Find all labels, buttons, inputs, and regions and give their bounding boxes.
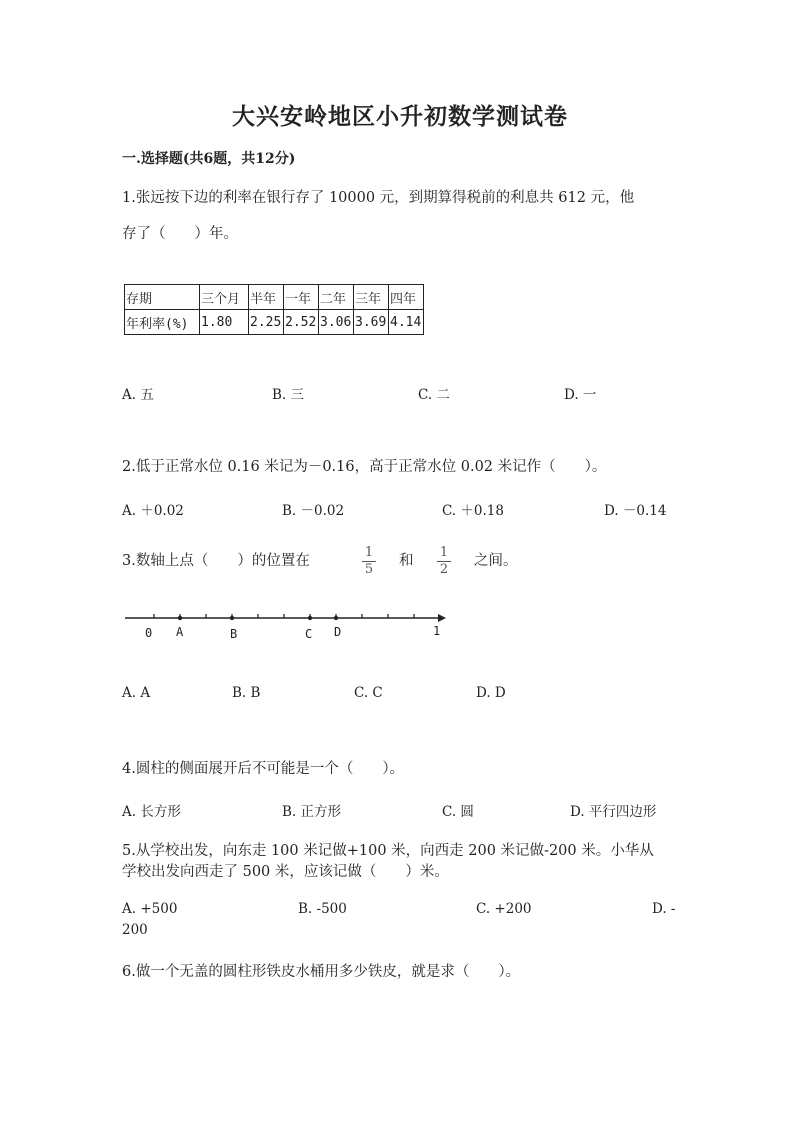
fraction-one-half (437, 546, 451, 577)
q5-option-b[interactable]: B. -500 (298, 901, 347, 917)
axis-label-one: 1 (433, 624, 441, 638)
q3-option-a[interactable]: A. A (122, 685, 151, 701)
q5-option-d[interactable]: D. - (652, 901, 676, 917)
fraction-denominator: 2 (439, 562, 449, 577)
q4-option-a[interactable]: A. 长方形 (122, 804, 181, 820)
fraction-numerator: 1 (439, 545, 449, 560)
table-cell: 三个月 (200, 285, 249, 310)
q3-option-c[interactable]: C. C (354, 685, 383, 701)
axis-label-a: A (176, 625, 184, 639)
table-cell: 四年 (389, 285, 424, 310)
question-1-line-2: 存了（ ）年。 (122, 226, 238, 242)
q3-option-d[interactable]: D. D (476, 685, 506, 701)
question-6: 6.做一个无盖的圆柱形铁皮水桶用多少铁皮，就是求（ ）。 (122, 964, 521, 980)
q2-option-a[interactable]: A. ＋0.02 (122, 503, 184, 519)
q2-option-d[interactable]: D. －0.14 (604, 503, 667, 519)
table-cell: 4.14 (389, 310, 424, 335)
q4-option-c[interactable]: C. 圆 (442, 804, 474, 820)
q2-option-c[interactable]: C. ＋0.18 (442, 503, 504, 519)
number-line-arrow (438, 614, 446, 622)
axis-label-c: C (305, 627, 313, 641)
point-b-marker (230, 616, 234, 620)
question-3-prefix: 3.数轴上点（ ）的位置在 (122, 553, 310, 569)
table-cell: 3.69 (354, 310, 389, 335)
table-cell: 一年 (284, 285, 319, 310)
question-5-line-1: 5.从学校出发，向东走 100 米记做+100 米，向西走 200 米记做-200 米。小华从 (122, 843, 654, 859)
axis-label-d: D (334, 625, 342, 639)
q1-option-c[interactable]: C. 二 (418, 387, 450, 403)
q5-option-c[interactable]: C. +200 (476, 901, 532, 917)
q1-option-d[interactable]: D. 一 (564, 387, 597, 403)
question-1-line-1: 1.张远按下边的利率在银行存了 10000 元，到期算得税前的利息共 612 元，他 (122, 190, 635, 206)
page-title: 大兴安岭地区小升初数学测试卷 (232, 103, 568, 130)
q1-option-a[interactable]: A. 五 (122, 387, 154, 403)
q5-option-d-wrap: 200 (122, 922, 148, 938)
table-cell: 1.80 (200, 310, 249, 335)
point-a-marker (178, 616, 182, 620)
point-c-marker (308, 616, 312, 620)
number-line (120, 605, 450, 635)
question-3-and: 和 (399, 553, 414, 569)
q3-option-b[interactable]: B. B (232, 685, 261, 701)
table-row (125, 285, 424, 310)
table-cell: 半年 (249, 285, 284, 310)
table-cell: 3.06 (319, 310, 354, 335)
table-cell: 存期 (125, 285, 200, 310)
table-cell: 二年 (319, 285, 354, 310)
q5-option-a[interactable]: A. +500 (122, 901, 178, 917)
table-cell: 年利率(%) (125, 310, 200, 335)
question-2: 2.低于正常水位 0.16 米记为－0.16，高于正常水位 0.02 米记作（ ）。 (122, 459, 607, 475)
question-5-line-2: 学校出发向西走了 500 米，应该记做（ ）米。 (122, 864, 449, 880)
point-d-marker (334, 616, 338, 620)
axis-label-b: B (230, 627, 238, 641)
table-cell: 2.25 (249, 310, 284, 335)
q1-option-b[interactable]: B. 三 (272, 387, 305, 403)
fraction-one-fifth (362, 546, 376, 577)
table-row (125, 310, 424, 335)
q4-option-b[interactable]: B. 正方形 (282, 804, 342, 820)
section-heading: 一.选择题(共6题，共12分) (122, 151, 296, 167)
axis-label-zero: 0 (145, 626, 153, 640)
interest-rate-table (124, 284, 424, 335)
table-cell: 2.52 (284, 310, 319, 335)
table-cell: 三年 (354, 285, 389, 310)
q4-option-d[interactable]: D. 平行四边形 (570, 804, 657, 820)
question-4: 4.圆柱的侧面展开后不可能是一个（ ）。 (122, 761, 405, 777)
q2-option-b[interactable]: B. －0.02 (282, 503, 345, 519)
fraction-denominator: 5 (364, 562, 374, 577)
question-3-suffix: 之间。 (474, 553, 518, 569)
fraction-numerator: 1 (364, 545, 374, 560)
